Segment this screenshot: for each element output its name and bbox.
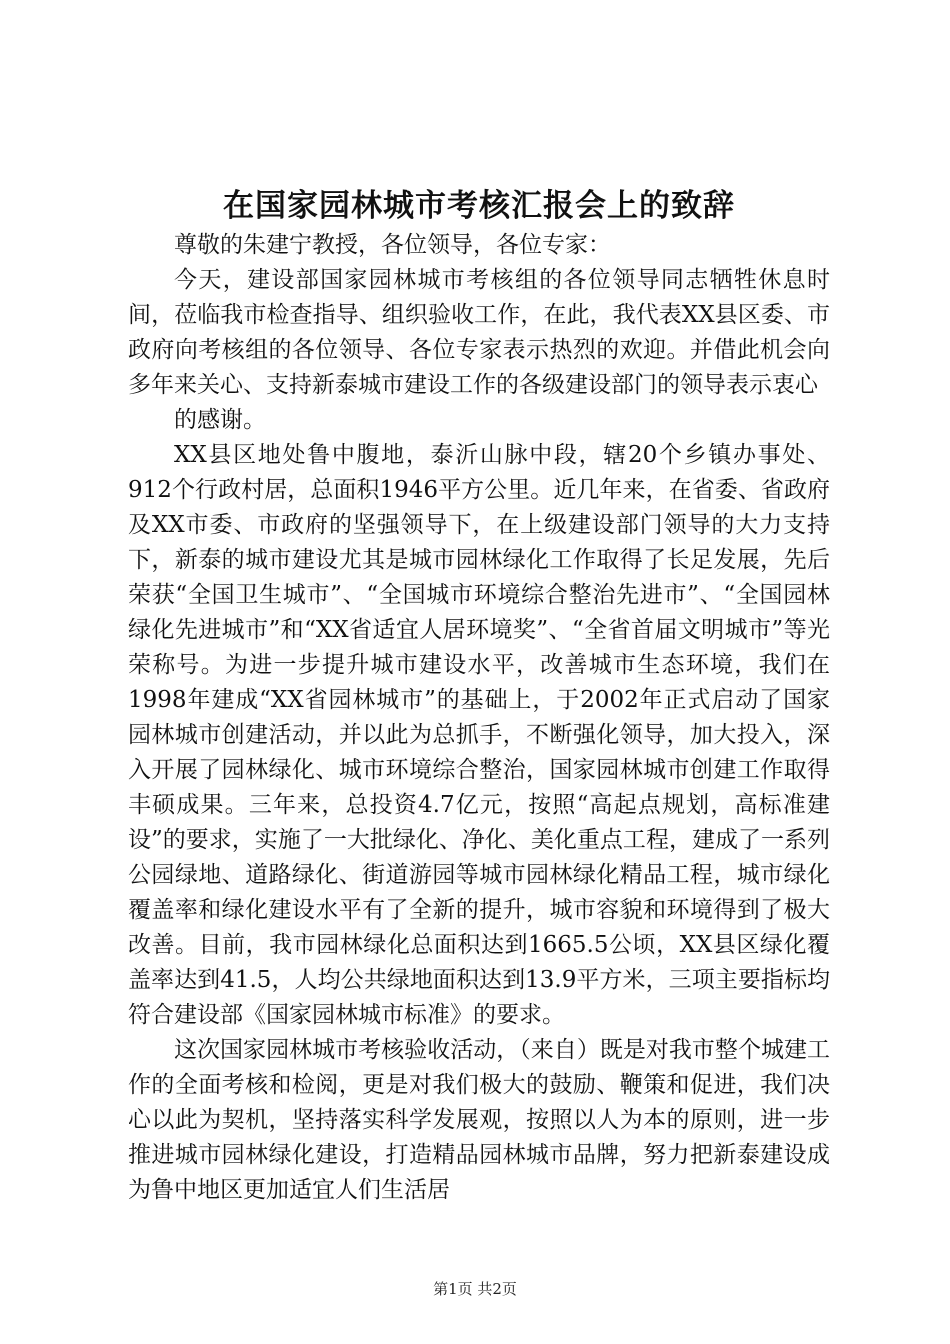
document-page bbox=[128, 184, 830, 1208]
document-title: 在国家园林城市考核汇报会上的致辞 bbox=[223, 188, 735, 224]
paragraph-commitment: 这次国家园林城市考核验收活动，（来自）既是对我市整个城建工作的全面考核和检阅，更是对我们极大的鼓励、鞭策和促进，我们决心以此为契机，坚持落实科学发展观，按照以人为本的原则，进一步推进城市园林绿化建设，打造精品园林城市品牌，努力把新泰建设成为鲁中地区更加适宜人们生活居 bbox=[128, 1037, 830, 1203]
paragraph-welcome: 今天，建设部国家园林城市考核组的各位领导同志牺牲休息时间，莅临我市检查指导、组织验收工作，在此，我代表XX县区委、市政府向考核组的各位领导、各位专家表示热烈的欢迎。并借此机会向多年来关心、支持新泰城市建设工作的各级建设部门的领导表示衷心 bbox=[128, 267, 830, 398]
paragraph-thanks: 的感谢。 bbox=[174, 407, 266, 433]
paragraph-city-overview: XX县区地处鲁中腹地，泰沂山脉中段，辖20个乡镇办事处、912个行政村居，总面积1946平方公里。近几年来，在省委、省政府及XX市委、市政府的坚强领导下，在上级建设部门领导的大力支持下，新泰的城市建设尤其是城市园林绿化工作取得了长足发展，先后荣获“全国卫生城市”、“全国城市环境综合整治先进市”、“全国园林绿化先进城市”和“XX省适宜人居环境奖”、“全省首届文明城市”等光荣称号。为进一步提升城市建设水平，改善城市生态环境，我们在1998年建成“XX省园林城市”的基础上，于2002年正式启动了国家园林城市创建活动，并以此为总抓手，不断强化领导，加大投入，深入开展了园林绿化、城市环境综合整治，国家园林城市创建工作取得丰硕成果。三年来，总投资4.7亿元，按照“高起点规划，高标准建设”的要求，实施了一大批绿化、净化、美化重点工程，建成了一系列公园绿地、道路绿化、街道游园等城市园林绿化精品工程，城市绿化覆盖率和绿化建设水平有了全新的提升，城市容貌和环境得到了极大改善。目前，我市园林绿化总面积达到1665.5公顷，XX县区绿化覆盖率达到41.5，人均公共绿地面积达到13.9平方米，三项主要指标均符合建设部《国家园林城市标准》的要求。 bbox=[128, 442, 830, 1028]
page-footer: 第1页 共2页 bbox=[433, 1280, 517, 1298]
document-body bbox=[128, 228, 830, 1208]
salutation: 尊敬的朱建宁教授，各位领导，各位专家： bbox=[174, 232, 611, 258]
